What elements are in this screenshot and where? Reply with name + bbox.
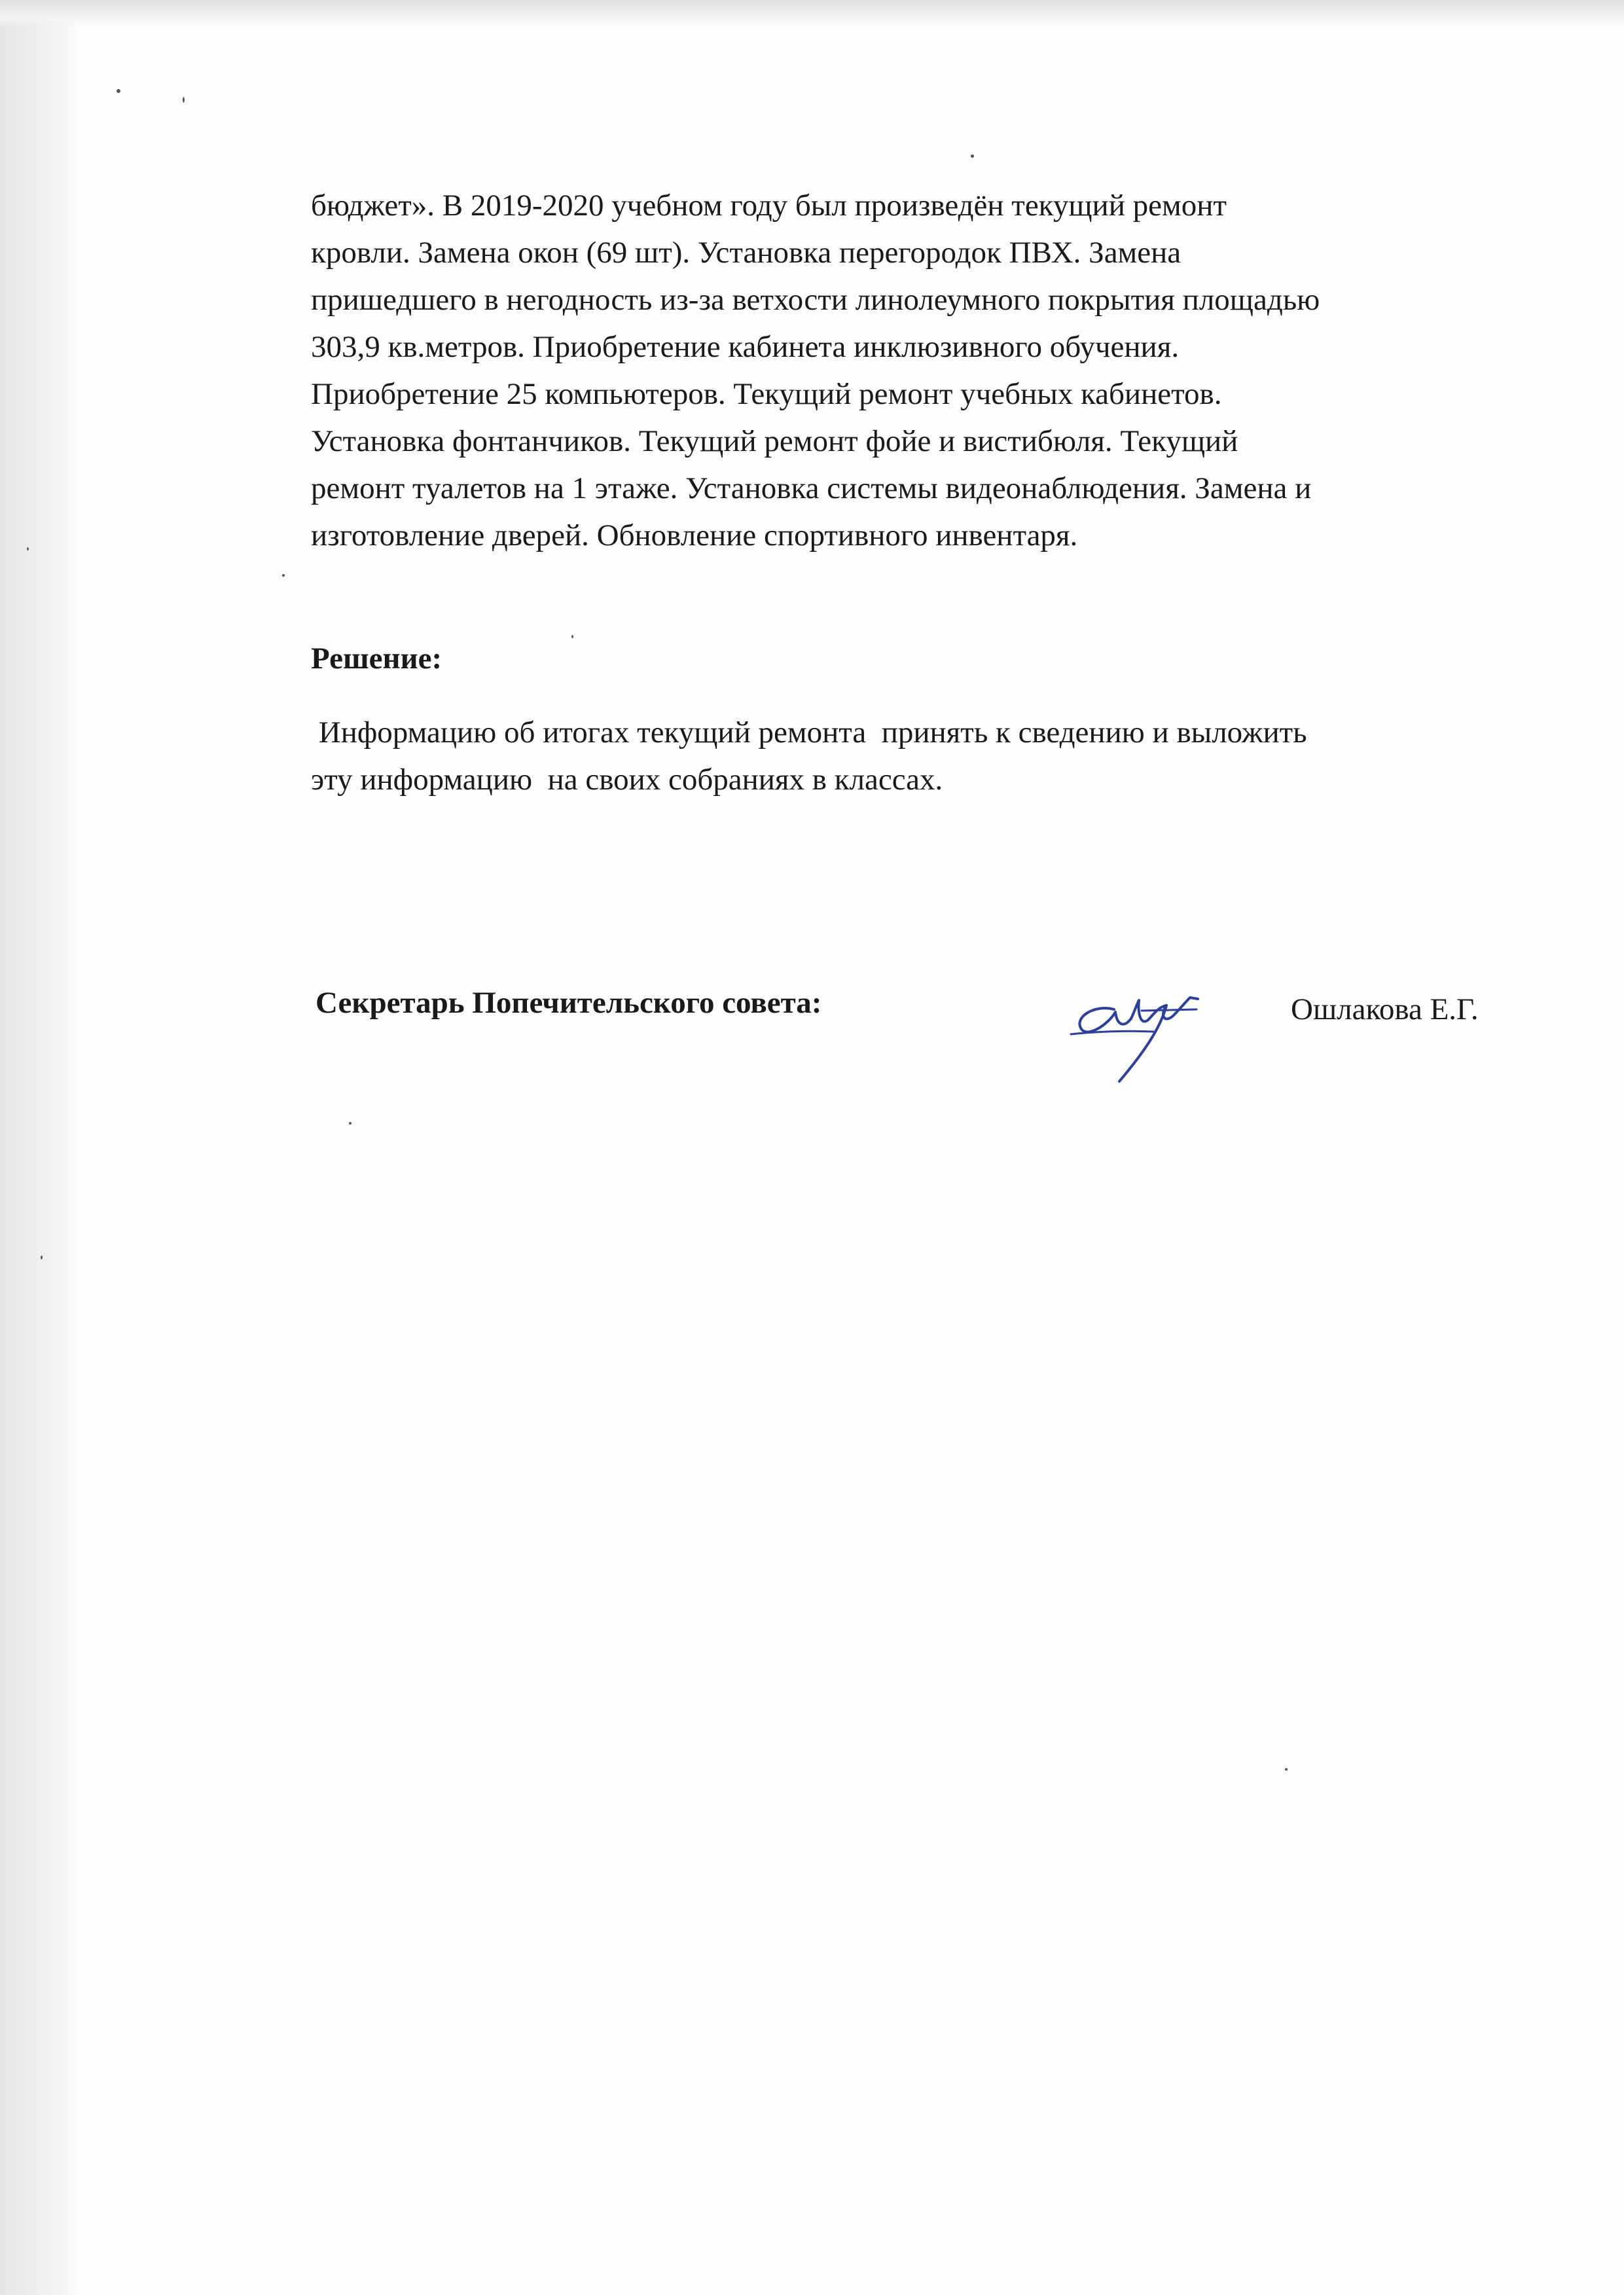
body-paragraph — [311, 182, 1581, 559]
body-line: Приобретение 25 компьютеров. Текущий ремонт учебных кабинетов. — [311, 377, 1222, 411]
decision-paragraph — [311, 709, 1581, 803]
decision-line: эту информацию на своих собраниях в классах. — [311, 763, 943, 797]
body-line: бюджет». В 2019-2020 учебном году был произведён текущий ремонт — [311, 189, 1227, 223]
scan-speck — [971, 154, 974, 158]
scan-edge-top — [0, 0, 1624, 27]
signature-block — [316, 979, 1559, 1091]
scan-speck — [117, 89, 120, 93]
decision-line: Информацию об итогах текущий ремонта принять к сведению и выложить — [311, 715, 1307, 750]
scan-speck — [349, 1122, 352, 1125]
signatory-role: Секретарь Попечительского совета: — [316, 986, 822, 1020]
scan-speck — [571, 635, 573, 638]
scan-speck — [183, 97, 185, 103]
body-line: Установка фонтанчиков. Текущий ремонт фойе и вистибюля. Текущий — [311, 424, 1238, 458]
body-line: кровли. Замена окон (69 шт). Установка перегородок ПВХ. Замена — [311, 236, 1182, 270]
body-line: ремонт туалетов на 1 этаже. Установка системы видеонаблюдения. Замена и — [311, 471, 1312, 505]
decision-heading: Решение: — [311, 642, 442, 676]
body-line: 303,9 кв.метров. Приобретение кабинета инклюзивного обучения. — [311, 330, 1180, 364]
scan-speck — [27, 547, 29, 551]
body-line: пришедшего в негодность из-за ветхости линолеумного покрытия площадью — [311, 283, 1320, 317]
scan-speck — [1285, 1768, 1288, 1771]
signatory-name: Ошлакова Е.Г. — [1291, 992, 1479, 1026]
handwritten-signature — [1068, 971, 1212, 1086]
scan-speck — [282, 574, 285, 577]
scan-speck — [41, 1256, 43, 1259]
body-line: изготовление дверей. Обновление спортивного инвентаря. — [311, 518, 1078, 552]
scan-edge-left — [0, 0, 77, 2295]
